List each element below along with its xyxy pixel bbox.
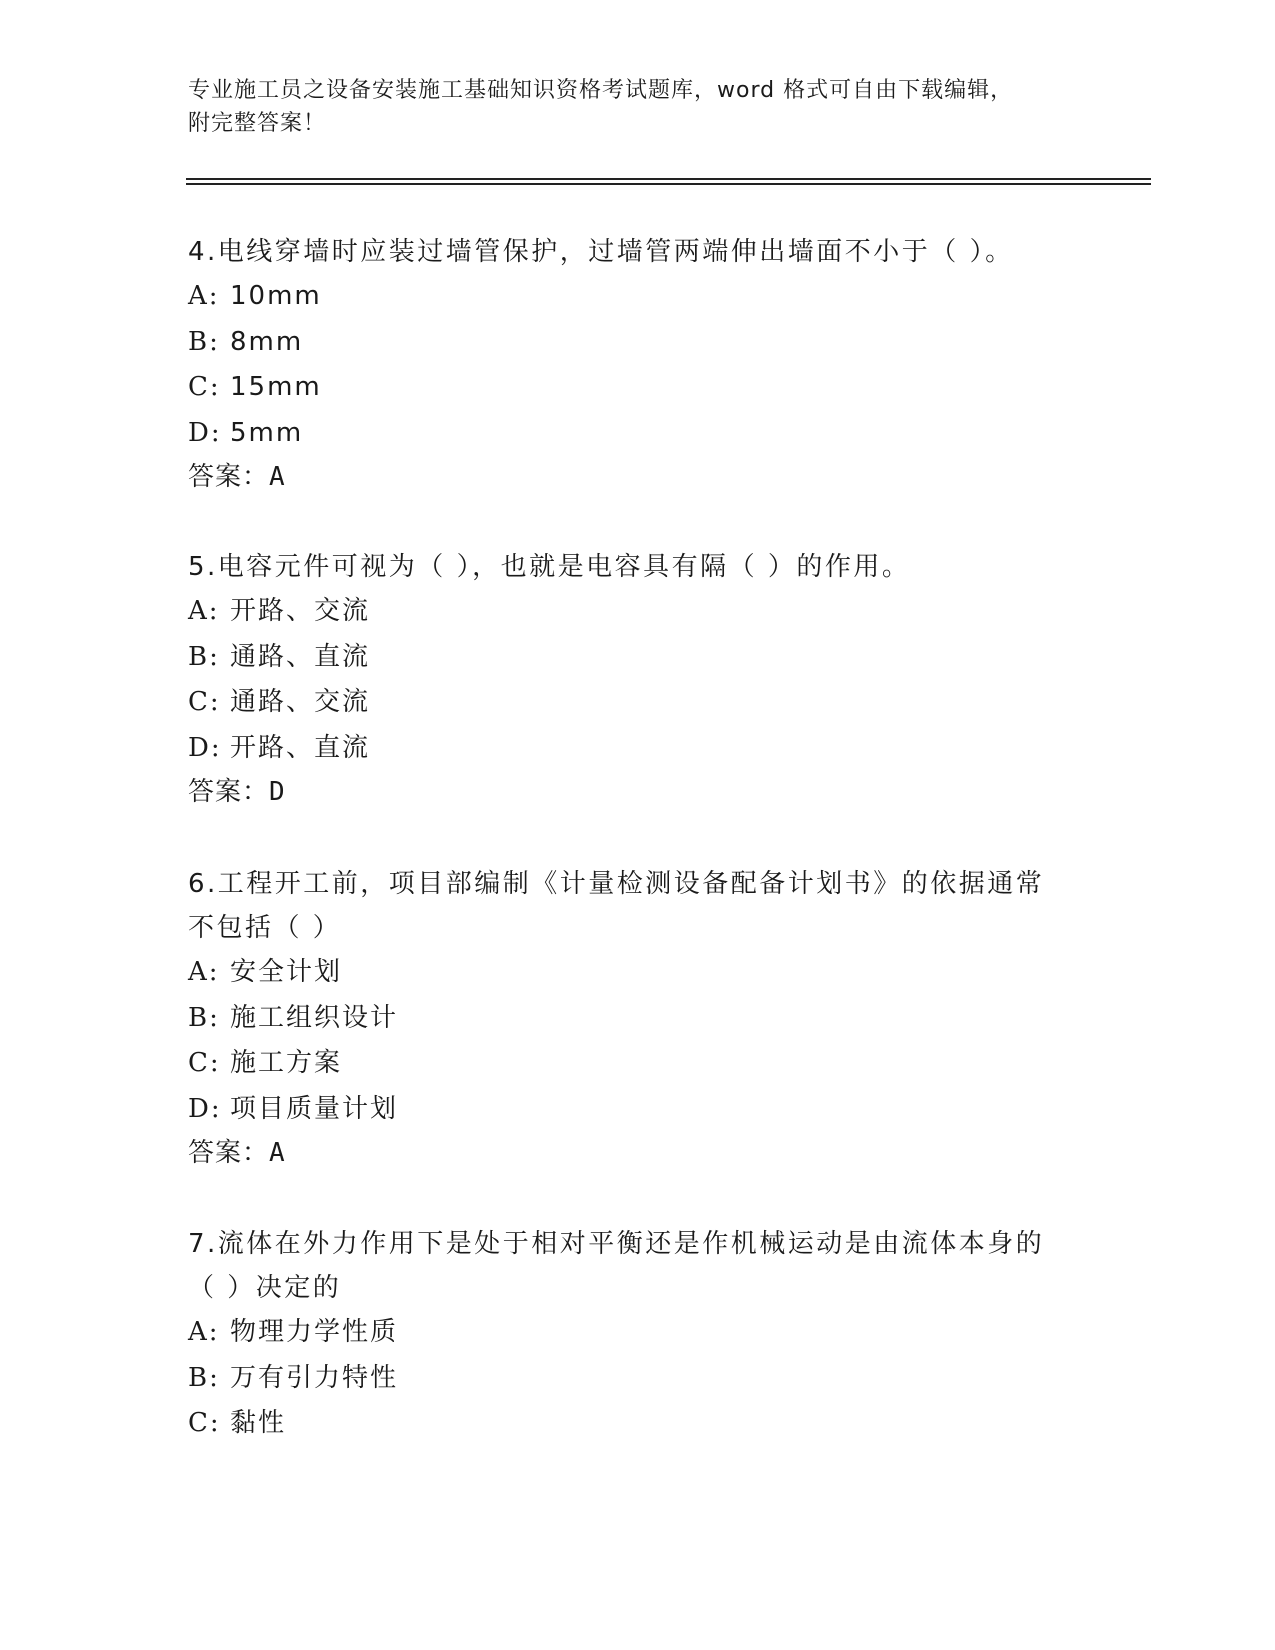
answer-line [188, 455, 1088, 500]
option-key: B: [188, 641, 220, 672]
option-text: 物理力学性质 [230, 1317, 399, 1347]
answer-label: 答案： [188, 462, 270, 492]
question-stem: 6.工程开工前，项目部编制《计量检测设备配备计划书》的依据通常不包括（ ） [188, 869, 1045, 943]
option-a [188, 1310, 1068, 1356]
option-key: B: [188, 1002, 220, 1033]
document-header [188, 74, 1068, 140]
option-c [188, 1401, 1068, 1447]
question-5 [188, 545, 1088, 815]
option-text: 10mm [230, 281, 322, 311]
option-text: 安全计划 [230, 957, 343, 987]
option-text: 8mm [230, 326, 304, 357]
option-text: 万有引力特性 [230, 1362, 399, 1393]
question-7 [188, 1222, 1068, 1447]
option-text: 项目质量计划 [230, 1093, 399, 1124]
answer-line [188, 1131, 1068, 1176]
option-d [188, 411, 1088, 457]
option-b [188, 1356, 1068, 1402]
option-text: 5mm [230, 417, 304, 448]
option-key: D: [188, 417, 222, 448]
option-b [188, 996, 1068, 1042]
option-text: 通路、直流 [230, 641, 371, 672]
question-6 [188, 862, 1068, 1176]
option-key: C: [188, 1408, 221, 1438]
option-key: C: [188, 687, 221, 717]
option-key: A: [188, 957, 220, 987]
option-key: D: [188, 1093, 222, 1124]
answer-line [188, 770, 1088, 815]
option-key: B: [188, 1362, 220, 1393]
header-line-2: 附完整答案！ [188, 111, 327, 136]
option-key: B: [188, 326, 220, 357]
option-key: C: [188, 1048, 221, 1078]
answer-value: A [269, 462, 286, 492]
option-key: A: [188, 281, 220, 311]
question-4 [188, 230, 1088, 500]
option-a [188, 274, 1088, 320]
option-text: 开路、直流 [230, 732, 371, 763]
option-text: 施工方案 [230, 1048, 343, 1078]
header-line-1: 专业施工员之设备安装施工基础知识资格考试题库，word 格式可自由下载编辑， [188, 78, 1014, 103]
option-a [188, 589, 1088, 635]
option-text: 15mm [230, 372, 322, 402]
question-stem: 5.电容元件可视为（ ），也就是电容具有隔（ ）的作用。 [188, 552, 911, 582]
answer-label: 答案： [188, 777, 270, 807]
question-stem: 7.流体在外力作用下是处于相对平衡还是作机械运动是由流体本身的（ ）决定的 [188, 1229, 1045, 1303]
header-divider-top [186, 178, 1151, 180]
answer-label: 答案： [188, 1138, 270, 1168]
option-key: C: [188, 372, 221, 402]
option-text: 施工组织设计 [230, 1002, 399, 1033]
option-c [188, 365, 1088, 411]
option-text: 开路、交流 [230, 596, 371, 626]
option-b [188, 635, 1088, 681]
answer-value: D [269, 777, 286, 807]
option-c [188, 1041, 1068, 1087]
answer-value: A [269, 1138, 286, 1168]
option-key: A: [188, 1317, 220, 1347]
header-divider-bottom [186, 183, 1151, 185]
option-c [188, 680, 1088, 726]
question-stem: 4.电线穿墙时应装过墙管保护，过墙管两端伸出墙面不小于（ ）。 [188, 237, 1014, 267]
option-b [188, 320, 1088, 366]
option-text: 通路、交流 [230, 687, 371, 717]
option-text: 黏性 [230, 1408, 287, 1438]
option-d [188, 726, 1088, 772]
option-key: D: [188, 732, 222, 763]
option-a [188, 950, 1068, 996]
option-d [188, 1087, 1068, 1133]
option-key: A: [188, 596, 220, 626]
